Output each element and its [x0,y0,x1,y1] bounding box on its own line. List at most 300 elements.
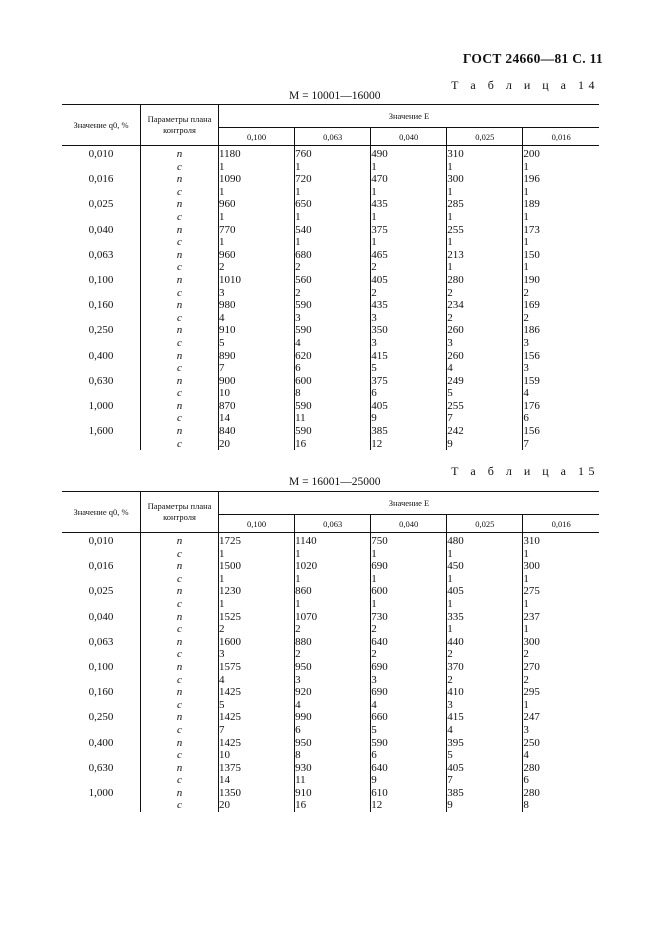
parameter-cell: c [141,573,219,586]
table-row [62,425,599,438]
q0-value-cell: 0,016 [62,560,141,573]
table-14 [62,104,599,450]
value-cell: 405 [447,762,523,775]
value-cell: 1 [219,548,295,561]
value-cell: 3 [447,337,523,350]
q0-value-cell: 1,000 [62,787,141,800]
q0-value-cell [62,261,141,274]
parameter-cell: c [141,312,219,325]
q0-value-cell: 0,063 [62,249,141,262]
value-cell: 9 [447,438,523,451]
header-e-value: 0,016 [523,128,599,146]
value-cell: 280 [523,786,540,799]
value-cell: 255 [447,224,523,237]
table-row [62,799,599,812]
value-cell: 610 [371,787,447,800]
q0-value-cell [62,548,141,561]
value-cell: 1500 [219,560,295,573]
value-cell: 2 [295,648,371,661]
value-cell: 910 [219,324,295,337]
value-cell: 20 [219,438,295,451]
q0-value-cell: 0,016 [62,173,141,186]
parameter-cell: c [141,236,219,249]
header-e-value: 0,100 [219,515,295,533]
value-cell: 690 [371,686,447,699]
value-cell: 10 [219,387,295,400]
value-cell: 2 [371,287,447,300]
value-cell: 1 [371,573,447,586]
value-cell: 186 [523,324,540,337]
table-14-label: Т а б л и ц а 14 [451,78,599,92]
parameter-cell: n [141,324,219,337]
value-cell: 2 [447,287,523,300]
value-cell: 3 [295,674,371,687]
value-cell: 660 [371,711,447,724]
value-cell: 750 [371,533,447,548]
value-cell: 650 [295,198,371,211]
parameter-cell: c [141,648,219,661]
parameter-cell: c [141,623,219,636]
value-cell: 470 [371,173,447,186]
value-cell: 730 [371,611,447,624]
value-cell: 880 [295,636,371,649]
table-row [62,173,599,186]
q0-value-cell: 0,160 [62,299,141,312]
value-cell: 1 [295,598,371,611]
parameter-cell: n [141,299,219,312]
q0-value-cell [62,211,141,224]
value-cell: 405 [447,585,523,598]
parameter-cell: c [141,337,219,350]
value-cell: 1 [523,236,529,249]
value-cell: 1 [523,623,529,636]
q0-value-cell: 0,025 [62,585,141,598]
value-cell: 5 [447,387,523,400]
table-row [62,623,599,636]
value-cell: 1 [219,573,295,586]
value-cell: 1 [523,185,529,198]
parameter-cell: n [141,636,219,649]
value-cell: 410 [447,686,523,699]
page-header: ГОСТ 24660—81 С. 11 [462,51,603,66]
value-cell: 8 [295,749,371,762]
value-cell: 1575 [219,661,295,674]
q0-value-cell: 0,250 [62,711,141,724]
value-cell: 16 [295,438,371,451]
q0-value-cell: 1,600 [62,425,141,438]
value-cell: 590 [295,299,371,312]
value-cell: 540 [295,224,371,237]
value-cell: 370 [447,661,523,674]
value-cell: 770 [219,224,295,237]
value-cell: 1 [523,261,529,274]
value-cell: 250 [523,736,540,749]
value-cell: 405 [371,274,447,287]
value-cell: 1 [523,597,529,610]
parameter-cell: n [141,274,219,287]
table-row [62,211,599,224]
value-cell: 190 [523,273,540,286]
value-cell: 4 [447,724,523,737]
table-row [62,274,599,287]
value-cell: 1 [523,547,529,560]
parameter-cell: c [141,362,219,375]
table-row [62,299,599,312]
parameter-cell: c [141,287,219,300]
q0-value-cell: 0,400 [62,737,141,750]
value-cell: 4 [447,362,523,375]
value-cell: 7 [447,412,523,425]
q0-value-cell [62,774,141,787]
value-cell: 260 [447,350,523,363]
q0-value-cell: 0,250 [62,324,141,337]
value-cell: 4 [371,699,447,712]
value-cell: 1 [219,598,295,611]
table-row [62,236,599,249]
q0-value-cell [62,387,141,400]
value-cell: 1 [295,211,371,224]
parameter-cell: n [141,425,219,438]
value-cell: 213 [447,249,523,262]
value-cell: 2 [523,311,529,324]
parameter-cell: n [141,560,219,573]
value-cell: 295 [523,686,540,699]
value-cell: 14 [219,412,295,425]
value-cell: 480 [447,533,523,548]
value-cell: 1600 [219,636,295,649]
value-cell: 300 [523,560,540,573]
table-15 [62,491,599,812]
value-cell: 1230 [219,585,295,598]
value-cell: 930 [295,762,371,775]
parameter-cell: c [141,261,219,274]
table-row [62,661,599,674]
value-cell: 680 [295,249,371,262]
parameter-cell: n [141,198,219,211]
value-cell: 173 [523,223,540,236]
value-cell: 2 [447,312,523,325]
table-row [62,324,599,337]
header-e-value: 0,100 [219,128,295,146]
value-cell: 4 [219,312,295,325]
value-cell: 1 [523,160,529,173]
value-cell: 1 [219,236,295,249]
parameter-cell: n [141,737,219,750]
parameter-cell: n [141,585,219,598]
q0-value-cell [62,412,141,425]
value-cell: 1 [219,186,295,199]
q0-value-cell: 0,010 [62,146,141,161]
value-cell: 990 [295,711,371,724]
value-cell: 7 [219,362,295,375]
value-cell: 6 [523,774,529,787]
value-cell: 1020 [295,560,371,573]
table-row [62,724,599,737]
table-row [62,636,599,649]
value-cell: 1 [447,236,523,249]
table-row [62,533,599,548]
value-cell: 435 [371,198,447,211]
table-row [62,375,599,388]
parameter-cell: c [141,749,219,762]
value-cell: 2 [219,623,295,636]
value-cell: 1 [295,548,371,561]
value-cell: 690 [371,661,447,674]
table-row [62,198,599,211]
value-cell: 1350 [219,787,295,800]
table-row [62,146,599,161]
value-cell: 20 [219,799,295,812]
table-row [62,400,599,413]
value-cell: 435 [371,299,447,312]
parameter-cell: c [141,598,219,611]
q0-value-cell: 0,040 [62,224,141,237]
table-row [62,787,599,800]
value-cell: 1 [371,548,447,561]
value-cell: 1375 [219,762,295,775]
value-cell: 14 [219,774,295,787]
value-cell: 1140 [295,533,371,548]
value-cell: 375 [371,375,447,388]
value-cell: 5 [447,749,523,762]
value-cell: 960 [219,249,295,262]
parameter-cell: c [141,724,219,737]
value-cell: 6 [523,412,529,425]
value-cell: 2 [295,287,371,300]
parameter-cell: c [141,699,219,712]
value-cell: 720 [295,173,371,186]
header-q0: Значение q0, % [62,105,141,146]
value-cell: 3 [523,723,529,736]
value-cell: 1070 [295,611,371,624]
q0-value-cell [62,362,141,375]
q0-value-cell [62,674,141,687]
q0-value-cell: 0,630 [62,762,141,775]
table-row [62,560,599,573]
value-cell: 1525 [219,611,295,624]
table-row [62,674,599,687]
parameter-cell: n [141,350,219,363]
value-cell: 1 [523,572,529,585]
value-cell: 2 [447,674,523,687]
table-row [62,774,599,787]
value-cell: 375 [371,224,447,237]
value-cell: 255 [447,400,523,413]
value-cell: 260 [447,324,523,337]
header-e: Значение E [219,105,600,128]
value-cell: 270 [523,660,540,673]
header-e-value: 0,025 [447,128,523,146]
value-cell: 2 [523,286,529,299]
value-cell: 760 [295,146,371,161]
value-cell: 1 [219,211,295,224]
header-e-value: 0,025 [447,515,523,533]
value-cell: 4 [219,674,295,687]
value-cell: 1 [447,186,523,199]
value-cell: 450 [447,560,523,573]
value-cell: 3 [371,674,447,687]
q0-value-cell [62,598,141,611]
value-cell: 300 [523,635,540,648]
header-e-value: 0,040 [371,128,447,146]
table-row [62,362,599,375]
parameter-cell: c [141,412,219,425]
parameter-cell: n [141,611,219,624]
header-e-value: 0,016 [523,515,599,533]
table-row [62,611,599,624]
value-cell: 1425 [219,686,295,699]
value-cell: 8 [295,387,371,400]
value-cell: 840 [219,425,295,438]
value-cell: 150 [523,248,540,261]
value-cell: 1 [371,211,447,224]
value-cell: 950 [295,661,371,674]
value-cell: 6 [371,387,447,400]
value-cell: 385 [371,425,447,438]
value-cell: 310 [447,146,523,161]
value-cell: 600 [371,585,447,598]
table-15-label: Т а б л и ц а 15 [451,464,599,478]
value-cell: 890 [219,350,295,363]
value-cell: 590 [295,324,371,337]
header-params: Параметры плана контроля [141,105,219,146]
value-cell: 1 [295,161,371,174]
value-cell: 159 [523,374,540,387]
value-cell: 440 [447,636,523,649]
value-cell: 3 [295,312,371,325]
value-cell: 1090 [219,173,295,186]
q0-value-cell [62,699,141,712]
value-cell: 5 [219,337,295,350]
table-row [62,699,599,712]
value-cell: 590 [371,737,447,750]
value-cell: 7 [219,724,295,737]
value-cell: 335 [447,611,523,624]
value-cell: 415 [447,711,523,724]
value-cell: 169 [523,299,540,312]
parameter-cell: n [141,400,219,413]
table-15-m-label: M = 16001—25000 [289,476,381,488]
table-row [62,261,599,274]
parameter-cell: n [141,375,219,388]
value-cell: 2 [371,261,447,274]
value-cell: 12 [371,799,447,812]
value-cell: 4 [523,387,529,400]
parameter-cell: c [141,799,219,812]
value-cell: 600 [295,375,371,388]
table-row [62,224,599,237]
value-cell: 275 [523,585,540,598]
value-cell: 560 [295,274,371,287]
value-cell: 590 [295,425,371,438]
value-cell: 1 [447,573,523,586]
value-cell: 3 [219,287,295,300]
table-row [62,573,599,586]
q0-value-cell: 0,160 [62,686,141,699]
value-cell: 4 [523,749,529,762]
parameter-cell: c [141,438,219,451]
value-cell: 9 [447,799,523,812]
q0-value-cell [62,312,141,325]
header-e-value: 0,040 [371,515,447,533]
parameter-cell: n [141,146,219,161]
value-cell: 350 [371,324,447,337]
value-cell: 1 [295,573,371,586]
table-row [62,249,599,262]
q0-value-cell: 0,630 [62,375,141,388]
table-row [62,387,599,400]
parameter-cell: n [141,224,219,237]
value-cell: 6 [295,724,371,737]
header-e-value: 0,063 [295,515,371,533]
table-row [62,648,599,661]
table-14-m-label: M = 10001—16000 [289,90,381,102]
value-cell: 11 [295,412,371,425]
table-row [62,711,599,724]
value-cell: 4 [295,337,371,350]
q0-value-cell: 0,100 [62,661,141,674]
value-cell: 1 [295,186,371,199]
value-cell: 415 [371,350,447,363]
value-cell: 310 [523,535,540,547]
value-cell: 9 [371,412,447,425]
value-cell: 1725 [219,533,295,548]
value-cell: 8 [523,799,529,812]
value-cell: 590 [295,400,371,413]
table-row [62,287,599,300]
parameter-cell: n [141,762,219,775]
value-cell: 1 [295,236,371,249]
value-cell: 3 [371,312,447,325]
value-cell: 900 [219,375,295,388]
value-cell: 280 [523,761,540,774]
q0-value-cell [62,236,141,249]
value-cell: 16 [295,799,371,812]
q0-value-cell [62,799,141,812]
value-cell: 1180 [219,146,295,161]
value-cell: 3 [523,336,529,349]
parameter-cell: n [141,711,219,724]
value-cell: 11 [295,774,371,787]
table-row [62,737,599,750]
value-cell: 1425 [219,737,295,750]
value-cell: 1 [371,236,447,249]
value-cell: 620 [295,350,371,363]
value-cell: 1 [371,161,447,174]
q0-value-cell: 0,100 [62,274,141,287]
table-row [62,585,599,598]
value-cell: 1 [371,598,447,611]
q0-value-cell: 1,000 [62,400,141,413]
value-cell: 285 [447,198,523,211]
value-cell: 1 [523,698,529,711]
value-cell: 1425 [219,711,295,724]
value-cell: 300 [447,173,523,186]
value-cell: 196 [523,173,540,186]
q0-value-cell [62,186,141,199]
value-cell: 2 [523,673,529,686]
parameter-cell: c [141,161,219,174]
value-cell: 1 [523,210,529,223]
parameter-cell: n [141,533,219,548]
value-cell: 189 [523,198,540,211]
q0-value-cell: 0,400 [62,350,141,363]
value-cell: 385 [447,787,523,800]
table-row [62,686,599,699]
value-cell: 2 [447,648,523,661]
q0-value-cell [62,287,141,300]
parameter-cell: c [141,548,219,561]
